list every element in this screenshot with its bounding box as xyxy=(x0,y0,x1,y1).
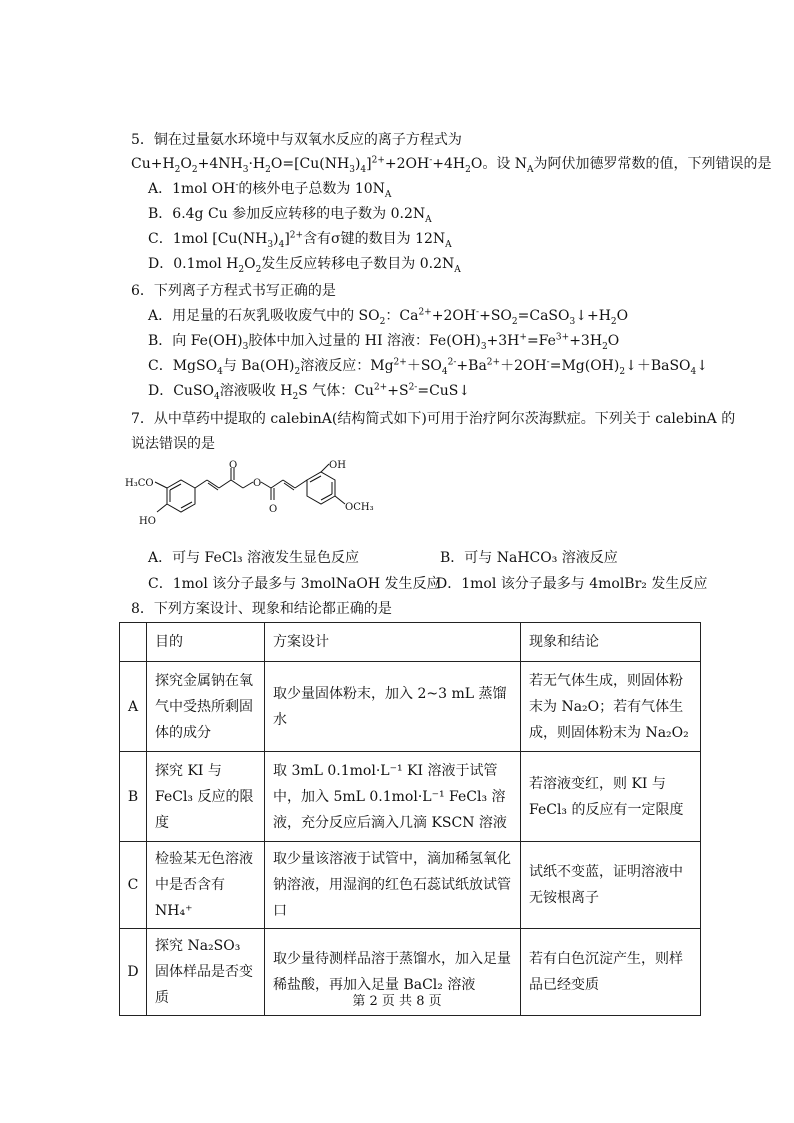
q6-option-d: D．CuSO$_4$溶液吸收 $H_2S$ 气体：$Cu^{2+}+S^{2-}=CuS↓$ xyxy=(148,382,471,402)
q5-option-a: A．1mol OH-的核外电子总数为 $10N_A$ xyxy=(148,180,392,200)
row-letter: C xyxy=(120,842,147,929)
row-result: 若有白色沉淀产生，则样品已经变质 xyxy=(521,929,701,1016)
row-letter: A xyxy=(120,662,147,752)
header-blank xyxy=(120,623,147,662)
table-row xyxy=(120,842,701,929)
row-purpose: 检验某无色溶液中是否含有 NH₄⁺ xyxy=(147,842,265,929)
row-design: 取 3mL 0.1mol·L⁻¹ KI 溶液于试管中，加入 5mL 0.1mol·L⁻¹ FeCl₃ 溶液，充分反应后滴入几滴 KSCN 溶液 xyxy=(265,752,521,842)
q7-option-b: B．可与 NaHCO₃ 溶液反应 xyxy=(440,550,618,566)
calebina-structure-diagram xyxy=(125,460,385,540)
row-purpose: 探究 KI 与 FeCl₃ 反应的限度 xyxy=(147,752,265,842)
q6-stem: 6．下列离子方程式书写正确的是 xyxy=(131,283,336,299)
label-ho: HO xyxy=(139,516,156,527)
q6-option-b: B．向 $Fe(OH)_3$胶体中加入过量的 HI 溶液：$Fe(OH)_3+3H^+=Fe^{3+}+3H_2O$ xyxy=(148,332,620,352)
label-ester-o2: O xyxy=(269,504,278,515)
header-purpose: 目的 xyxy=(147,623,265,662)
q7-option-c: C．1mol 该分子最多与 3molNaOH 发生反应 xyxy=(148,576,441,592)
label-och3: OCH₃ xyxy=(345,502,374,513)
label-h3co: H₃CO xyxy=(125,478,154,489)
q6-option-a: A．用足量的石灰乳吸收废气中的 $SO_2$：$Ca^{2+}+2OH^-+SO_2=CaSO_3↓+H_2O$ xyxy=(148,307,629,327)
page-footer: 第 2 页 共 8 页 xyxy=(352,994,442,1009)
header-design: 方案设计 xyxy=(265,623,521,662)
q6-option-c: C．MgSO$_4$与 $Ba(OH)_2$溶液反应：$Mg^{2+}+SO_4^{2-}+Ba^{2+}+2OH^-=Mg(OH)_2↓+BaSO_4↓$ xyxy=(148,357,708,377)
q5-stem-line1: 5．铜在过量氨水环境中与双氧水反应的离子方程式为 xyxy=(131,132,462,148)
label-carbonyl-o: O xyxy=(229,460,238,471)
q8-experiment-table xyxy=(119,622,701,1016)
row-letter: B xyxy=(120,752,147,842)
row-result: 若溶液变红，则 KI 与 FeCl₃ 的反应有一定限度 xyxy=(521,752,701,842)
row-design: 取少量该溶液于试管中，滴加稀氢氧化钠溶液，用湿润的红色石蕊试纸放试管口 xyxy=(265,842,521,929)
q5-option-c: C．1mol $[Cu(NH_3)_4]^{2+}$含有σ键的数目为 $12N_A$ xyxy=(148,230,452,250)
row-purpose: 探究 Na₂SO₃ 固体样品是否变质 xyxy=(147,929,265,1016)
q7-stem-line1: 7．从中草药中提取的 calebinA(结构简式如下)可用于治疗阿尔茨海默症。下列关于 calebinA 的 xyxy=(131,411,736,427)
q5-option-b: B．6.4g Cu 参加反应转移的电子数为 $0.2N_A$ xyxy=(148,206,432,225)
label-ester-o: O xyxy=(253,478,262,489)
q7-option-d: D．1mol 该分子最多与 4molBr₂ 发生反应 xyxy=(436,576,708,592)
label-oh: OH xyxy=(329,460,346,471)
table-header-row xyxy=(120,623,701,662)
q5-stem-line2: $Cu+H_2O_2+4NH_3\cdot H_2O=[Cu(NH_3)_4]^{2+}+2OH^-+4H_2O$。设 $N_A$为阿伏加德罗常数的值，下列错误的是 xyxy=(131,155,772,175)
row-design: 取少量固体粉末，加入 2~3 mL 蒸馏水 xyxy=(265,662,521,752)
q7-stem-line2: 说法错误的是 xyxy=(131,436,215,452)
table-row xyxy=(120,752,701,842)
q7-option-a: A．可与 FeCl₃ 溶液发生显色反应 xyxy=(148,550,360,566)
row-design: 取少量待测样品溶于蒸馏水，加入足量稀盐酸，再加入足量 BaCl₂ 溶液 xyxy=(265,929,521,1016)
row-letter: D xyxy=(120,929,147,1016)
row-result: 若无气体生成，则固体粉末为 Na₂O；若有气体生成，则固体粉末为 Na₂O₂ xyxy=(521,662,701,752)
row-purpose: 探究金属钠在氧气中受热所剩固体的成分 xyxy=(147,662,265,752)
table-row xyxy=(120,662,701,752)
header-result: 现象和结论 xyxy=(521,623,701,662)
q5-option-d: D．0.1mol $H_2O_2$发生反应转移电子数目为 $0.2N_A$ xyxy=(148,256,461,275)
row-result: 试纸不变蓝，证明溶液中无铵根离子 xyxy=(521,842,701,929)
q8-stem: 8．下列方案设计、现象和结论都正确的是 xyxy=(131,601,392,617)
